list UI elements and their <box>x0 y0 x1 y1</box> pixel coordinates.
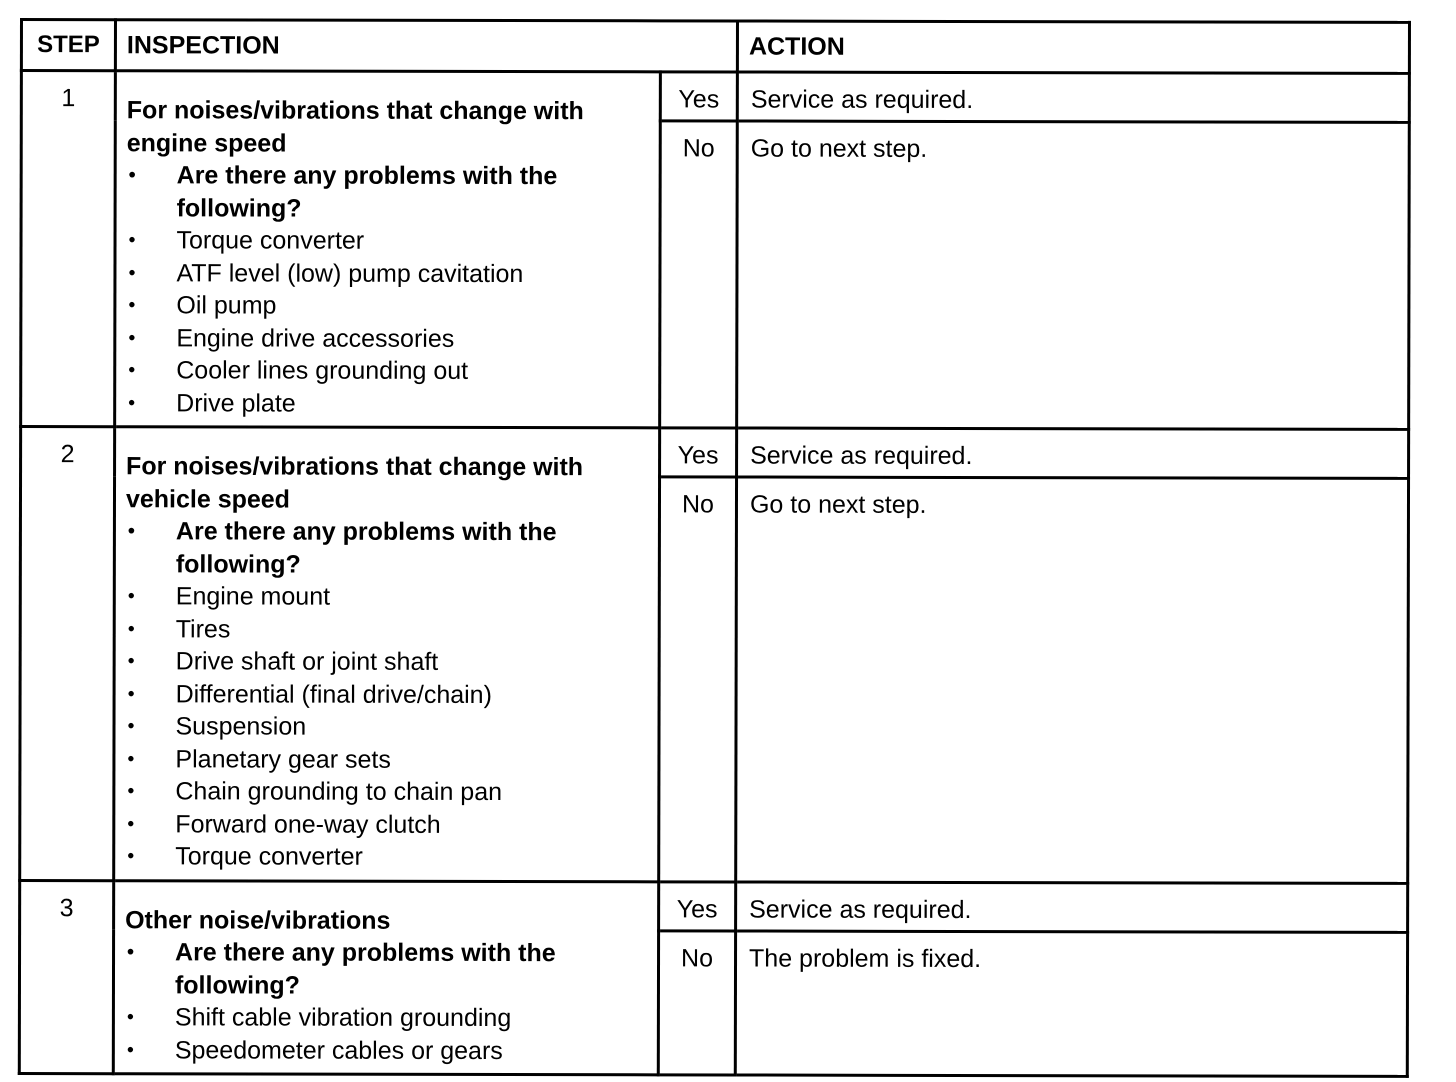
step-3-no-action: The problem is fixed. <box>735 931 1407 1077</box>
step-1-yes-action: Service as required. <box>737 72 1409 122</box>
step-3-no-label: No <box>658 930 735 1075</box>
list-item: • Speedometer cables or gears <box>125 1034 647 1068</box>
step-1-yes-label: Yes <box>660 72 737 121</box>
step-2-yes-label: Yes <box>660 428 737 477</box>
step-1-inspection <box>115 71 661 428</box>
step-3-title: Other noise/vibrations <box>125 905 391 935</box>
list-item: • ATF level (low) pump cavitation <box>126 257 648 291</box>
list-item: • Differential (final drive/chain) <box>126 678 648 712</box>
step-1-no-action: Go to next step. <box>737 121 1410 429</box>
step-2-no-action: Go to next step. <box>736 477 1409 883</box>
step-header: STEP <box>21 20 115 71</box>
action-header: ACTION <box>737 21 1409 73</box>
list-item: • Engine drive accessories <box>126 322 648 356</box>
step-1-title: For noises/vibrations that change with engine speed <box>126 96 584 158</box>
step-3-yes-action: Service as required. <box>736 882 1408 932</box>
list-item: • Chain grounding to chain pan <box>125 775 647 809</box>
inspection-header: INSPECTION <box>115 20 737 72</box>
step-3-yes-row <box>20 880 1408 932</box>
list-item: • Forward one-way clutch <box>125 808 647 842</box>
step-3-number: 3 <box>19 880 113 1074</box>
step-2-question: • Are there any problems with the following? <box>126 515 648 581</box>
step-1-no-label: No <box>660 121 738 428</box>
step-2-yes-row <box>21 427 1409 479</box>
step-2-no-label: No <box>659 477 737 882</box>
list-item: • Planetary gear sets <box>125 743 647 777</box>
step-1-number: 1 <box>21 71 116 427</box>
list-item: • Oil pump <box>126 289 648 323</box>
list-item: • Torque converter <box>125 840 647 874</box>
step-2-inspection <box>114 427 660 882</box>
step-1-checklist <box>126 159 649 420</box>
step-1-yes-row <box>21 71 1409 123</box>
step-3-inspection <box>113 880 658 1075</box>
list-item: • Drive plate <box>126 387 648 421</box>
list-item: • Torque converter <box>127 224 649 258</box>
step-2-number: 2 <box>20 427 115 881</box>
list-item: • Cooler lines grounding out <box>126 354 648 388</box>
step-2-checklist <box>125 515 648 874</box>
step-3-question: • Are there any problems with the following? <box>125 936 647 1002</box>
list-item: • Shift cable vibration grounding <box>125 1001 647 1035</box>
diagnostic-table <box>18 18 1411 1078</box>
step-1-question: • Are there any problems with the following? <box>127 159 649 225</box>
list-item: • Tires <box>126 613 648 647</box>
list-item: • Engine mount <box>126 580 648 614</box>
list-item: • Suspension <box>125 710 647 744</box>
step-2-yes-action: Service as required. <box>737 428 1409 478</box>
step-2-title: For noises/vibrations that change with vehicle speed <box>125 452 584 514</box>
list-item: • Drive shaft or joint shaft <box>126 645 648 679</box>
header-row <box>21 20 1409 74</box>
step-3-yes-label: Yes <box>659 881 736 930</box>
step-3-checklist <box>125 936 647 1067</box>
